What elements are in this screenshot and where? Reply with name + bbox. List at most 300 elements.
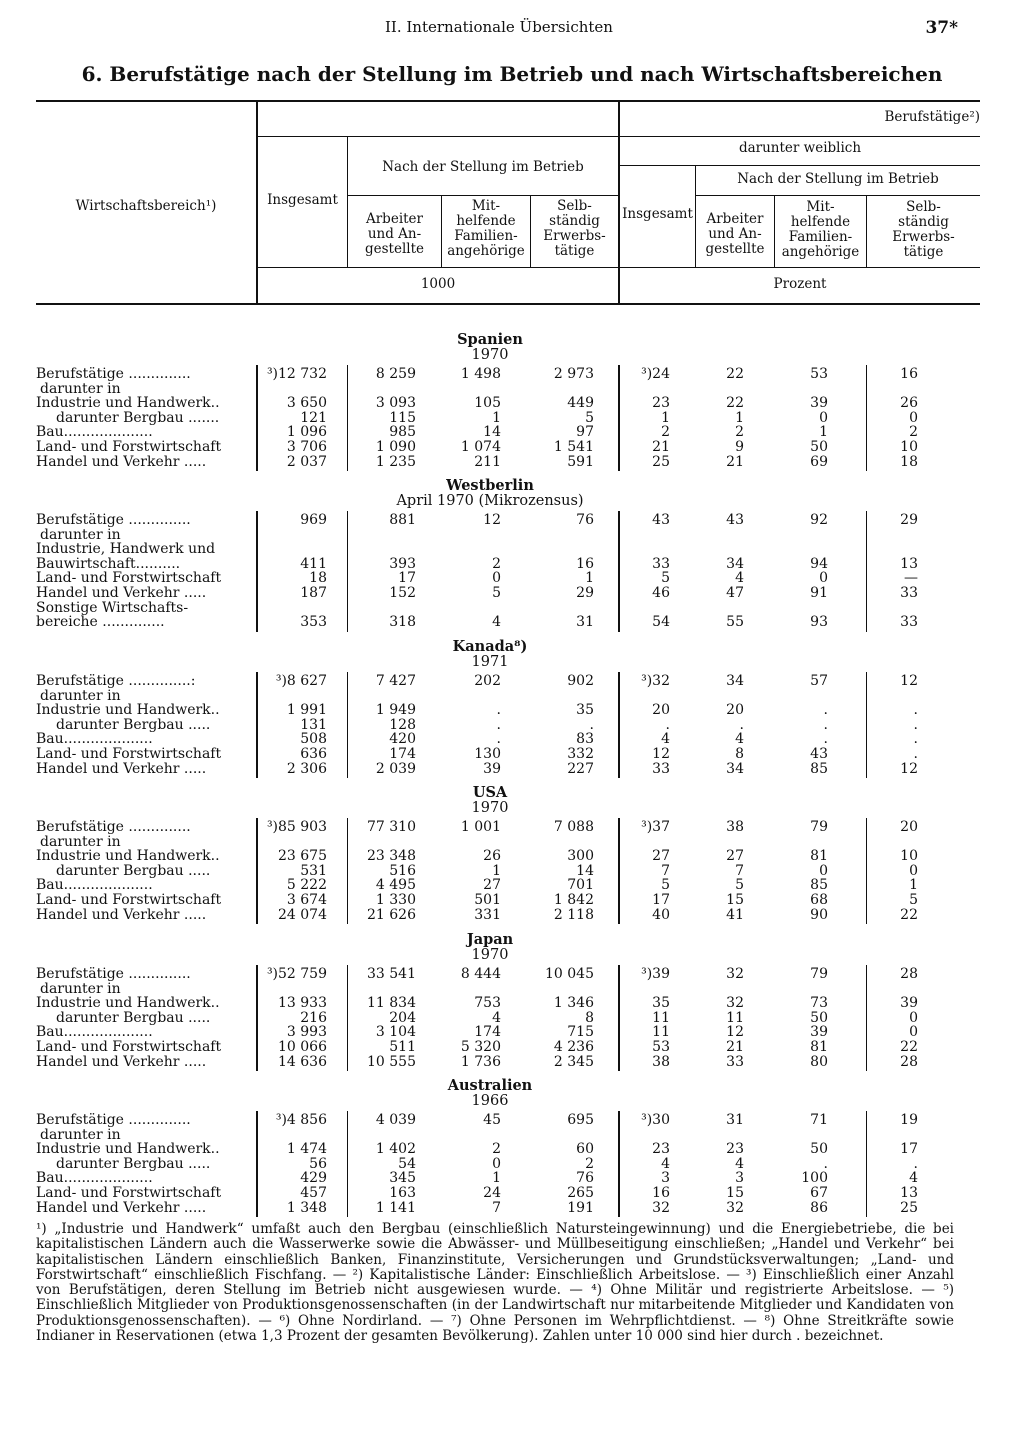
cell-value: 33 541 — [367, 966, 416, 982]
cell-value: 22 — [900, 906, 918, 923]
cell-value: 1 — [492, 409, 501, 426]
row-label: Handel und Verkehr ..... — [36, 585, 207, 601]
cell-value: 1 096 — [286, 424, 327, 441]
cell-value: 16 — [576, 555, 594, 572]
cell-value: 130 — [474, 746, 501, 762]
cell-value: 411 — [300, 555, 327, 572]
cell-value: 12 — [900, 760, 918, 777]
cell-value: 23 — [652, 1141, 670, 1158]
unit-right: Prozent — [773, 276, 827, 292]
cell-value: 17 — [652, 892, 670, 908]
cell-value: 27 — [652, 848, 670, 865]
col-darunter-weiblich: darunter weiblich — [738, 140, 862, 156]
row-label: Bau.................... — [36, 1024, 153, 1041]
cell-value: 38 — [652, 1053, 670, 1070]
table-row — [0, 1113, 1024, 1128]
cell-value: 21 — [726, 1039, 744, 1055]
cell-value: 79 — [810, 966, 828, 982]
cell-value: 353 — [300, 614, 327, 631]
cell-value: 41 — [726, 906, 744, 923]
cell-value: 4 — [492, 614, 501, 631]
column-rule — [256, 818, 258, 924]
row-label: Industrie und Handwerk.. — [36, 395, 220, 412]
cell-value: 50 — [810, 1009, 828, 1026]
cell-value: 163 — [389, 1185, 416, 1201]
cell-value: 19 — [900, 1112, 918, 1128]
table-row — [0, 1142, 1024, 1157]
cell-value: 0 — [819, 409, 828, 426]
col-insgesamt: Insgesamt — [267, 192, 338, 208]
page-header — [0, 18, 1024, 42]
cell-value: 29 — [576, 585, 594, 601]
row-label: darunter Bergbau ..... — [56, 862, 211, 879]
cell-value: 14 — [483, 424, 501, 441]
cell-value: 33 — [900, 614, 918, 631]
cell-value: 457 — [300, 1185, 327, 1201]
cell-value: 3 706 — [286, 439, 327, 455]
column-rule — [618, 511, 620, 632]
cell-value: 591 — [567, 453, 594, 470]
cell-value: ³)4 856 — [275, 1112, 327, 1128]
cell-value: 5 320 — [460, 1039, 501, 1055]
column-rule — [866, 1111, 867, 1217]
cell-value: 32 — [726, 966, 744, 982]
row-label: darunter in — [40, 526, 121, 543]
table-row — [0, 864, 1024, 879]
header-rule — [257, 267, 980, 268]
column-rule — [618, 1111, 620, 1217]
column-rule — [347, 818, 348, 924]
section-label: II. Internationale Übersichten — [385, 18, 613, 36]
section-title — [340, 1078, 640, 1109]
cell-value: . — [589, 716, 594, 733]
cell-value: 34 — [726, 673, 744, 689]
cell-value: . — [913, 716, 918, 733]
cell-value: 4 — [735, 570, 744, 587]
cell-value: 11 834 — [367, 995, 416, 1012]
country-name: Kanada⁸) — [452, 638, 528, 655]
cell-value: 43 — [652, 512, 670, 528]
cell-value: 3 674 — [286, 892, 327, 908]
section-title — [340, 932, 640, 963]
cell-value: 31 — [576, 614, 594, 631]
cell-value: 12 — [900, 673, 918, 689]
cell-value: 1 949 — [375, 702, 416, 719]
table-row — [0, 1186, 1024, 1201]
row-label: Industrie, Handwerk und — [36, 541, 216, 558]
section-title — [340, 478, 640, 509]
row-label: darunter in — [40, 1126, 121, 1143]
cell-value: ³)37 — [641, 819, 670, 835]
table-row — [0, 396, 1024, 411]
cell-value: 50 — [810, 1141, 828, 1158]
cell-value: 93 — [810, 614, 828, 631]
row-label: Berufstätige .............. — [36, 966, 191, 982]
cell-value: 0 — [909, 409, 918, 426]
cell-value: 43 — [726, 512, 744, 528]
column-rule — [347, 1111, 348, 1217]
cell-value: 83 — [576, 731, 594, 748]
cell-value: 10 045 — [545, 966, 594, 982]
cell-value: 695 — [567, 1112, 594, 1128]
table-row — [0, 849, 1024, 864]
cell-value: 86 — [810, 1199, 828, 1216]
cell-value: 4 495 — [375, 877, 416, 894]
cell-value: 511 — [389, 1039, 416, 1055]
cell-value: 69 — [810, 453, 828, 470]
cell-value: 1 541 — [553, 439, 594, 455]
period: 1971 — [471, 654, 509, 670]
table-row — [0, 542, 1024, 557]
column-rule — [866, 365, 867, 471]
table-row — [0, 586, 1024, 601]
row-label: darunter in — [40, 687, 121, 704]
cell-value: 50 — [810, 439, 828, 455]
country-name: Spanien — [457, 331, 523, 348]
cell-value: . — [496, 702, 501, 719]
cell-value: 43 — [810, 746, 828, 762]
cell-value: 0 — [819, 570, 828, 587]
cell-value: 53 — [652, 1039, 670, 1055]
period: 1970 — [471, 347, 509, 363]
cell-value: 2 — [585, 1155, 594, 1172]
cell-value: 0 — [492, 570, 501, 587]
column-rule — [256, 965, 258, 1071]
cell-value: 10 — [900, 848, 918, 865]
cell-value: 55 — [726, 614, 744, 631]
table-row — [0, 411, 1024, 426]
cell-value: 1 — [909, 877, 918, 894]
cell-value: 2 345 — [553, 1053, 594, 1070]
cell-value: 1 402 — [375, 1141, 416, 1158]
cell-value: 2 039 — [375, 760, 416, 777]
page-number: 37* — [925, 18, 958, 38]
cell-value: 4 — [661, 731, 670, 748]
cell-value: 15 — [726, 892, 744, 908]
cell-value: 27 — [483, 877, 501, 894]
cell-value: 3 093 — [375, 395, 416, 412]
cell-value: . — [913, 1155, 918, 1172]
cell-value: 1 346 — [553, 995, 594, 1012]
section-title — [340, 332, 640, 363]
cell-value: 1 474 — [286, 1141, 327, 1158]
row-label: Industrie und Handwerk.. — [36, 1141, 220, 1158]
cell-value: 12 — [483, 512, 501, 528]
col-mithelfende: Mit- helfende Familien- angehörige — [447, 198, 525, 259]
cell-value: 34 — [726, 760, 744, 777]
col-nach-stellung-w: Nach der Stellung im Betrieb — [737, 171, 939, 187]
cell-value: 94 — [810, 555, 828, 572]
cell-value: 21 — [726, 453, 744, 470]
row-label: Handel und Verkehr ..... — [36, 1199, 207, 1216]
cell-value: 9 — [735, 439, 744, 455]
cell-value: 81 — [810, 848, 828, 865]
cell-value: 2 — [909, 424, 918, 441]
cell-value: . — [496, 731, 501, 748]
cell-value: 45 — [483, 1112, 501, 1128]
cell-value: 38 — [726, 819, 744, 835]
cell-value: 7 427 — [375, 673, 416, 689]
cell-value: 7 088 — [553, 819, 594, 835]
header-divider — [618, 102, 620, 303]
cell-value: 1 — [492, 1170, 501, 1187]
column-rule — [618, 365, 620, 471]
cell-value: 174 — [389, 746, 416, 762]
cell-value: 7 — [492, 1199, 501, 1216]
row-label: bereiche .............. — [36, 614, 165, 631]
cell-value: 39 — [900, 995, 918, 1012]
col-arbeiter-w: Arbeiter und An- gestellte — [705, 211, 765, 257]
cell-value: 152 — [389, 585, 416, 601]
table-row — [0, 615, 1024, 630]
table-row — [0, 996, 1024, 1011]
cell-value: 20 — [726, 702, 744, 719]
row-label: Berufstätige ..............: — [36, 673, 196, 689]
header-rule — [620, 165, 980, 166]
cell-value: 3 650 — [286, 395, 327, 412]
row-label: Handel und Verkehr ..... — [36, 760, 207, 777]
row-label: darunter Bergbau ..... — [56, 1155, 211, 1172]
cell-value: 33 — [652, 555, 670, 572]
cell-value: . — [823, 702, 828, 719]
cell-value: 5 222 — [286, 877, 327, 894]
table-row — [0, 1201, 1024, 1216]
cell-value: 5 — [661, 877, 670, 894]
cell-value: 26 — [483, 848, 501, 865]
cell-value: 67 — [810, 1185, 828, 1201]
cell-value: 227 — [567, 760, 594, 777]
cell-value: 985 — [389, 424, 416, 441]
col-mithelfende-w: Mit- helfende Familien- angehörige — [781, 199, 860, 260]
cell-value: 0 — [492, 1155, 501, 1172]
cell-value: 21 — [652, 439, 670, 455]
cell-value: 100 — [801, 1170, 828, 1187]
cell-value: 10 555 — [367, 1053, 416, 1070]
cell-value: 57 — [810, 673, 828, 689]
cell-value: 27 — [726, 848, 744, 865]
cell-value: 508 — [300, 731, 327, 748]
cell-value: 68 — [810, 892, 828, 908]
cell-value: 39 — [810, 1024, 828, 1041]
cell-value: 300 — [567, 848, 594, 865]
period: 1970 — [471, 947, 509, 963]
cell-value: 10 066 — [278, 1039, 327, 1055]
cell-value: 105 — [474, 395, 501, 412]
cell-value: 318 — [389, 614, 416, 631]
cell-value: 420 — [389, 731, 416, 748]
cell-value: ³)24 — [641, 366, 670, 382]
table-row — [0, 703, 1024, 718]
cell-value: 1 141 — [375, 1199, 416, 1216]
cell-value: 1 736 — [460, 1053, 501, 1070]
country-name: Westberlin — [446, 477, 534, 494]
cell-value: 33 — [900, 585, 918, 601]
table-row — [0, 440, 1024, 455]
cell-value: 1 — [585, 570, 594, 587]
cell-value: 1 — [492, 862, 501, 879]
column-rule — [347, 672, 348, 778]
cell-value: 5 — [909, 892, 918, 908]
column-rule — [347, 965, 348, 1071]
col-selbstaendig: Selb- ständig Erwerbs- tätige — [543, 198, 606, 259]
cell-value: 22 — [726, 366, 744, 382]
table-row — [0, 513, 1024, 528]
cell-value: 969 — [300, 512, 327, 528]
table-row — [0, 674, 1024, 689]
cell-value: ³)30 — [641, 1112, 670, 1128]
cell-value: 23 — [652, 395, 670, 412]
cell-value: 23 348 — [367, 848, 416, 865]
cell-value: 1 — [661, 409, 670, 426]
cell-value: 2 — [735, 424, 744, 441]
cell-value: ³)32 — [641, 673, 670, 689]
cell-value: 1 330 — [375, 892, 416, 908]
cell-value: . — [823, 731, 828, 748]
cell-value: 28 — [900, 966, 918, 982]
cell-value: 3 — [735, 1170, 744, 1187]
cell-value: 56 — [309, 1155, 327, 1172]
cell-value: 715 — [567, 1024, 594, 1041]
cell-value: 33 — [652, 760, 670, 777]
cell-value: 17 — [398, 570, 416, 587]
cell-value: 5 — [492, 585, 501, 601]
column-rule — [866, 511, 867, 632]
column-rule — [618, 965, 620, 1071]
row-label: Berufstätige .............. — [36, 512, 191, 528]
country-name: Australien — [447, 1077, 533, 1094]
row-label: Berufstätige .............. — [36, 819, 191, 835]
cell-value: 3 104 — [375, 1024, 416, 1041]
cell-value: 1 348 — [286, 1199, 327, 1216]
cell-value: 77 310 — [367, 819, 416, 835]
cell-value: 20 — [652, 702, 670, 719]
cell-value: 22 — [726, 395, 744, 412]
cell-value: 53 — [810, 366, 828, 382]
row-label: Industrie und Handwerk.. — [36, 995, 220, 1012]
cell-value: 2 037 — [286, 453, 327, 470]
period: April 1970 (Mikrozensus) — [396, 493, 584, 509]
row-label: Land- und Forstwirtschaft — [36, 746, 222, 762]
cell-value: 22 — [900, 1039, 918, 1055]
cell-value: 33 — [726, 1053, 744, 1070]
cell-value: 71 — [810, 1112, 828, 1128]
cell-value: 25 — [652, 453, 670, 470]
footnotes: ¹) „Industrie und Handwerk“ umfaßt auch den Bergbau (einschließlich Natursteingewinnung) und die Energiebetriebe, die bei kapitalistischen Ländern auch die Wasserwerke sowie die Abwässer- und Müllbeseitigung einschließen; „Handel und Verkehr“ bei kapitalistischen Ländern einschließlich Banken, Finanzinstitute, Versicherungen und Grundstücksverwaltungen; „Land- und Forstwirtschaft“ einschließlich Fischfang. — ²) Kapitalistische Länder: Einschließlich Arbeitslose. — ³) Einschließlich einer Anzahl von Berufstätigen, deren Stellung im Betrieb nicht ausgewiesen wurde. — ⁴) Ohne Militär und registrierte Arbeitslose. — ⁵) Einschließlich Mitglieder von Produktionsgenossenschaften (in der Landwirtschaft nur mitarbeitende Mitglieder und Kandidaten von Produktionsgenossenschaften). — ⁶) Ohne Nordirland. — ⁷) Ohne Personen im Wehrpflichtdienst. — ⁸) Ohne Streitkräfte sowie Indianer in Reservationen (etwa 1,3 Prozent der gesamten Bevölkerung). Zahlen unter 10 000 sind hier durch . bezeichnet. — [36, 1221, 954, 1345]
cell-value: 31 — [726, 1112, 744, 1128]
cell-value: 128 — [389, 716, 416, 733]
cell-value: 7 — [661, 862, 670, 879]
cell-value: 76 — [576, 512, 594, 528]
cell-value: 25 — [900, 1199, 918, 1216]
column-rule — [618, 672, 620, 778]
cell-value: 23 675 — [278, 848, 327, 865]
cell-value: 174 — [474, 1024, 501, 1041]
row-label: Land- und Forstwirtschaft — [36, 1039, 222, 1055]
cell-value: 8 444 — [460, 966, 501, 982]
cell-value: 24 — [483, 1185, 501, 1201]
cell-value: 29 — [900, 512, 918, 528]
cell-value: 8 — [735, 746, 744, 762]
cell-value: 902 — [567, 673, 594, 689]
row-label: Bau.................... — [36, 1170, 153, 1187]
row-label: Handel und Verkehr ..... — [36, 906, 207, 923]
cell-value: 211 — [474, 453, 501, 470]
cell-value: 54 — [398, 1155, 416, 1172]
row-label: Bauwirtschaft.......... — [36, 555, 181, 572]
period: 1966 — [471, 1093, 509, 1109]
cell-value: 97 — [576, 424, 594, 441]
cell-value: 28 — [900, 1053, 918, 1070]
cell-value: 39 — [810, 395, 828, 412]
cell-value: ³)12 732 — [266, 366, 327, 382]
cell-value: 636 — [300, 746, 327, 762]
cell-value: 26 — [900, 395, 918, 412]
cell-value: 531 — [300, 862, 327, 879]
cell-value: 54 — [652, 614, 670, 631]
row-label: Industrie und Handwerk.. — [36, 848, 220, 865]
col-wirtschaftsbereich: Wirtschaftsbereich¹) — [75, 198, 217, 214]
cell-value: — — [904, 570, 918, 587]
header-rule — [257, 136, 980, 137]
cell-value: . — [823, 1155, 828, 1172]
cell-value: 121 — [300, 409, 327, 426]
row-label: darunter in — [40, 833, 121, 850]
cell-value: 701 — [567, 877, 594, 894]
row-label: Land- und Forstwirtschaft — [36, 892, 222, 908]
column-rule — [347, 511, 348, 632]
column-rule — [256, 1111, 258, 1217]
cell-value: 1 991 — [286, 702, 327, 719]
cell-value: 4 — [909, 1170, 918, 1187]
cell-value: 23 — [726, 1141, 744, 1158]
cell-value: 21 626 — [367, 906, 416, 923]
unit-left: 1000 — [420, 276, 456, 292]
row-label: Land- und Forstwirtschaft — [36, 1185, 222, 1201]
cell-value: 92 — [810, 512, 828, 528]
cell-value: 81 — [810, 1039, 828, 1055]
cell-value: 32 — [726, 995, 744, 1012]
cell-value: 2 973 — [553, 366, 594, 382]
table-row — [0, 820, 1024, 835]
cell-value: 2 — [492, 1141, 501, 1158]
cell-value: 12 — [652, 746, 670, 762]
table-row — [0, 455, 1024, 470]
section-title — [340, 639, 640, 670]
cell-value: 4 — [661, 1155, 670, 1172]
cell-value: 20 — [900, 819, 918, 835]
section-title — [340, 785, 640, 816]
cell-value: 202 — [474, 673, 501, 689]
cell-value: 90 — [810, 906, 828, 923]
cell-value: 24 074 — [278, 906, 327, 923]
cell-value: 0 — [909, 1024, 918, 1041]
cell-value: 4 039 — [375, 1112, 416, 1128]
row-label: Bau.................... — [36, 731, 153, 748]
header-rule — [695, 195, 980, 196]
cell-value: 40 — [652, 906, 670, 923]
col-nach-stellung: Nach der Stellung im Betrieb — [382, 159, 584, 175]
cell-value: 187 — [300, 585, 327, 601]
cell-value: 0 — [909, 862, 918, 879]
cell-value: 429 — [300, 1170, 327, 1187]
row-label: darunter Bergbau ....... — [56, 409, 220, 426]
cell-value: 1 — [735, 409, 744, 426]
cell-value: 0 — [909, 1009, 918, 1026]
row-label: Land- und Forstwirtschaft — [36, 439, 222, 455]
header-rule — [347, 195, 618, 196]
cell-value: 5 — [735, 877, 744, 894]
cell-value: 13 — [900, 1185, 918, 1201]
